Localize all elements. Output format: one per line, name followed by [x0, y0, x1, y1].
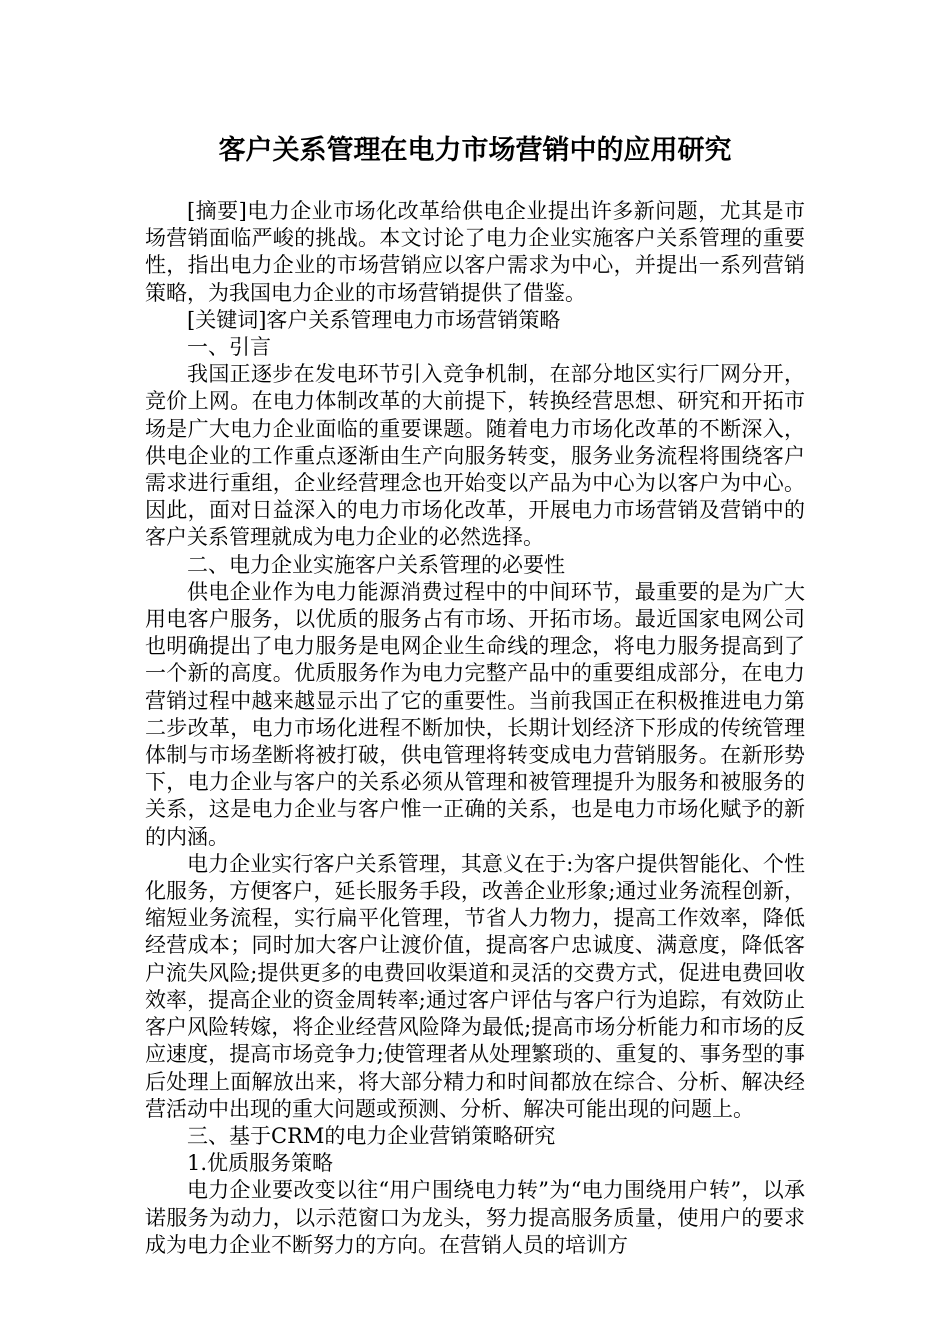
abstract-paragraph: [摘要]电力企业市场化改革给供电企业提出许多新问题，尤其是市场营销面临严峻的挑战。本文讨论了电力企业实施客户关系管理的重要性，指出电力企业的市场营销应以客户需求为中心，并提出一系列营销策略，为我国电力企业的市场营销提供了借鉴。 [145, 199, 805, 305]
body-paragraph: 电力企业要改变以往“用户围绕电力转”为“电力围绕用户转”，以承诺服务为动力，以示范窗口为龙头，努力提高服务质量，使用户的要求成为电力企业不断努力的方向。在营销人员的培训方 [145, 1178, 805, 1257]
section-heading-introduction: 一、引言 [187, 335, 271, 360]
section-heading-necessity: 二、电力企业实施客户关系管理的必要性 [187, 552, 565, 577]
section-heading-strategy: 三、基于CRM的电力企业营销策略研究 [187, 1123, 556, 1148]
subsection-heading-quality-service: 1.优质服务策略 [187, 1151, 334, 1176]
body-paragraph: 供电企业作为电力能源消费过程中的中间环节，最重要的是为广大用电客户服务，以优质的服务占有市场、开拓市场。最近国家电网公司也明确提出了电力服务是电网企业生命线的理念，将电力服务提高到了一个新的高度。优质服务作为电力完整产品中的重要组成部分，在电力营销过程中越来越显示出了它的重要性。当前我国正在积极推进电力第二步改革，电力市场化进程不断加快，长期计划经济下形成的传统管理体制与市场垄断将被打破，供电管理将转变成电力营销服务。在新形势下，电力企业与客户的关系必须从管理和被管理提升为服务和被服务的关系，这是电力企业与客户惟一正确的关系，也是电力市场化赋予的新的内涵。 [145, 579, 805, 849]
body-paragraph: 我国正逐步在发电环节引入竞争机制，在部分地区实行厂网分开，竞价上网。在电力体制改革的大前提下，转换经营思想、研究和开拓市场是广大电力企业面临的重要课题。随着电力市场化改革的不断深入，供电企业的工作重点逐渐由生产向服务转变，服务业务流程将围绕客户需求进行重组，企业经营理念也开始变以产品为中心为以客户为中心。因此，面对日益深入的电力市场化改革，开展电力市场营销及营销中的客户关系管理就成为电力企业的必然选择。 [145, 362, 805, 550]
keywords-paragraph: [关键词]客户关系管理电力市场营销策略 [187, 307, 561, 332]
body-paragraph: 电力企业实行客户关系管理，其意义在于:为客户提供智能化、个性化服务，方便客户，延长服务手段，改善企业形象;通过业务流程创新，缩短业务流程，实行扁平化管理，节省人力物力，提高工作效率，降低经营成本；同时加大客户让渡价值，提高客户忠诚度、满意度，降低客户流失风险;提供更多的电费回收渠道和灵活的交费方式，促进电费回收效率，提高企业的资金周转率;通过客户评估与客户行为追踪，有效防止客户风险转嫁，将企业经营风险降为最低;提高市场分析能力和市场的反应速度，提高市场竞争力;使管理者从处理繁琐的、重复的、事务型的事后处理上面解放出来，将大部分精力和时间都放在综合、分析、解决经营活动中出现的重大问题或预测、分析、解决可能出现的问题上。 [145, 851, 805, 1121]
document-title: 客户关系管理在电力市场营销中的应用研究 [218, 135, 732, 166]
document-body [145, 198, 805, 1259]
